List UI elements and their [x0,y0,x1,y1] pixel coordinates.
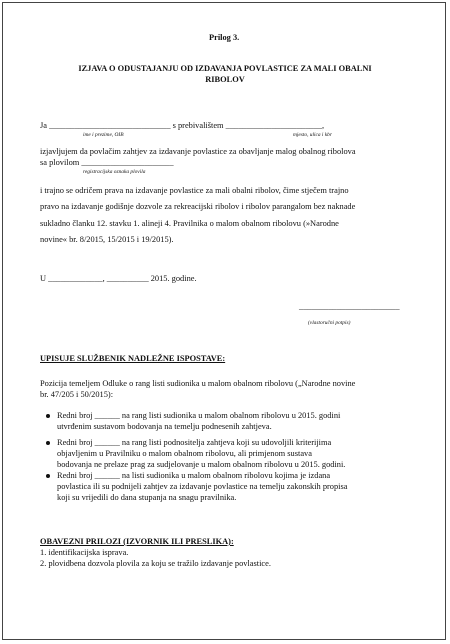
declarant-line [40,120,324,131]
vessel-blank[interactable]: ______________________ [81,158,174,167]
position-intro [40,378,355,400]
paragraph-line: sukladno članku 12. stavku 1. alineji 4. Pravilnika o malom obalnom ribolovu (»Narodne [40,218,339,228]
vessel-caption: registracijska oznaka plovila [83,169,146,175]
bullet-item-2 [57,437,345,470]
bullet-line: utvrđenim sustavom bodovanja na temelju podnesenih zahtjeva. [57,422,272,431]
position-line: br. 47/205 i 50/2015): [40,390,114,399]
name-oib-caption: ime i prezime, OIB [83,132,124,138]
paragraph-line: novine« br. 8/2015, 15/2015 i 19/2015). [40,234,174,244]
bullet-line: Redni broj ______ na rang listi sudionika u malom obalnom ribolovu u 2015. godini [57,411,341,420]
bullet-line: Redni broj ______ na rang listi podnositelja zahtjeva koji su udovoljili kriterijima [57,438,332,447]
vessel-line [40,157,174,168]
bullet-icon [46,414,50,418]
signature-caption: (vlastoručni potpis) [308,320,351,326]
residence-label: s prebivalištem [172,121,224,130]
address-caption: mjesto, ulica i kbr [293,132,332,138]
attachment-item: 2. plovidbena dozvola plovila za koju se tražilo izdavanje povlastice. [40,559,271,568]
paragraph-line: pravo na izdavanje godišnje dozvole za rekreacijski ribolov i ribolov parangalom bez naknade [40,202,356,212]
appendix-label: Prilog 3. [209,33,240,42]
renunciation-paragraph [40,183,410,248]
document-title-line-2: RIBOLOV [205,75,245,84]
position-line: Pozicija temeljem Odluke o rang listi sudionika u malom obalnom ribolovu („Narodne novine [40,379,356,388]
withdraw-statement: izjavljujem da povlačim zahtjev za izdavanje povlastice za obavljanje malog obalnog ribolova [40,147,356,156]
bullet-line: povlastica ili su podnijeli zahtjev za izdavanje povlastice na temelju zakonskih propisa [57,482,348,491]
bullet-line: koji su vrijedili do dana stupanja na snagu pravilnika. [57,493,237,502]
bullet-icon [46,474,50,478]
signature-line[interactable]: ________________________ [299,302,400,311]
document-title-line-1: IZJAVA O ODUSTAJANJU OD IZDAVANJA POVLASTICE ZA MALI OBALNI [78,64,372,73]
ja-prefix: Ja [40,121,47,130]
bullet-line: objavljenim u Pravilniku o malom obalnom ribolovu, ali primjenom sustava [57,449,312,458]
paragraph-line: i trajno se odričem prava na izdavanje povlastice za mali obalni ribolov, čime stječem trajno [40,186,349,195]
attachments-list [40,547,271,569]
place-date-line[interactable]: U _____________, __________ 2015. godine. [40,274,197,283]
official-section-heading: UPISUJE SLUŽBENIK NADLEŽNE ISPOSTAVE: [40,354,226,363]
document-page [2,2,446,640]
bullet-item-1 [57,410,340,432]
comma: , [321,121,325,130]
name-oib-blank[interactable]: _____________________________ [49,121,171,130]
vessel-label: sa plovilom [40,158,80,167]
bullet-item-3 [57,470,347,503]
bullet-line: Redni broj ______ na listi sudionika u malom obalnom ribolovu kojima je izdana [57,471,331,480]
bullet-icon [46,441,50,445]
bullet-line: bodovanja ne prelaze prag za sudjelovanje u malom obalnom ribolovu u 2015. godini. [57,460,346,469]
attachments-heading: OBAVEZNI PRILOZI (IZVORNIK ILI PRESLIKA): [40,537,234,546]
attachment-item: 1. identifikacijska isprava. [40,548,129,557]
address-blank[interactable]: _______________________ [225,121,322,130]
